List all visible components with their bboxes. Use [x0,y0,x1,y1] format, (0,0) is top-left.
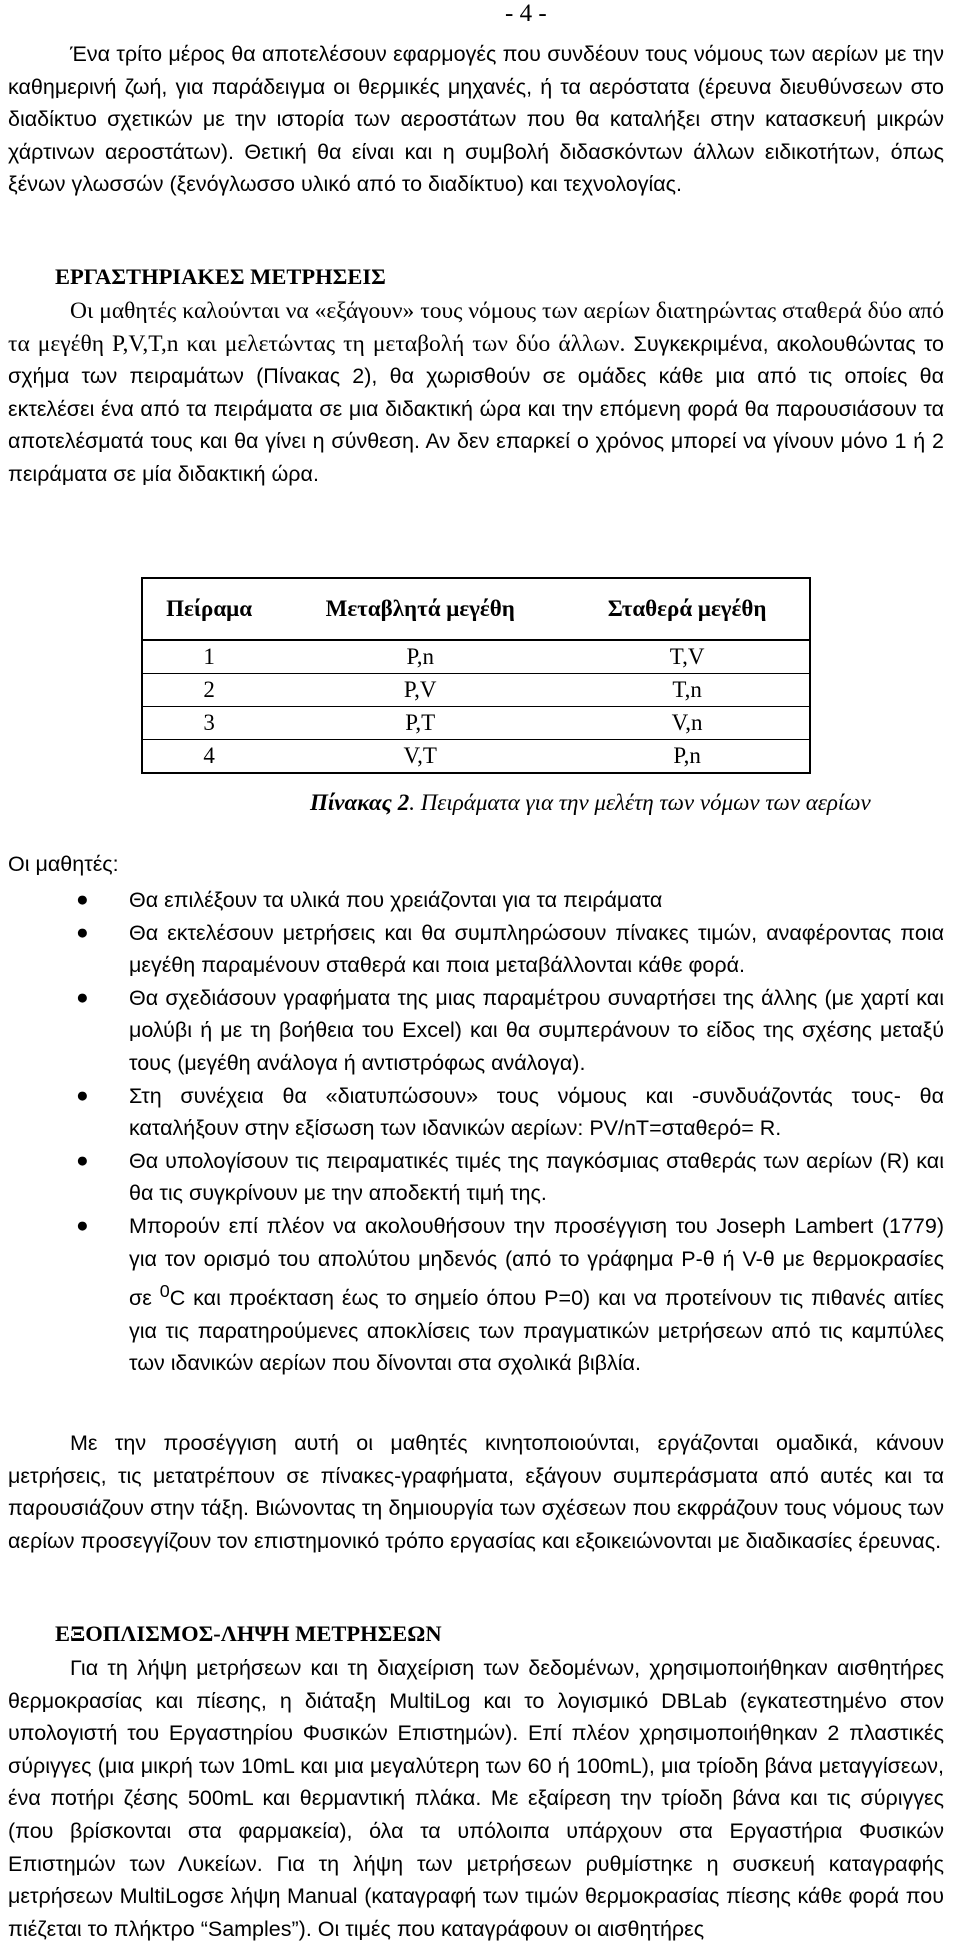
list-item: ● Μπορούν επί πλέον να ακολουθήσουν την προσέγγιση του Joseph Lambert (1779) για τον ορισμό του απολύτου μηδενός (από το γράφημα P-θ ή V-θ με θερμοκρασίες σε $^0$C και προέκταση έως το σημείο όπου P=0) και να προτείνουν τις πιθανές αιτίες για τις παρατηρούμενες αποκλίσεις των πραγματικών μετρήσεων από τις καμπύλες των ιδανικών αερίων που δίνονται στα σχολικά βιβλία. [0,1210,944,1380]
table-cell: V,T [275,740,565,774]
list-item: ● Στη συνέχεια θα «διατυπώσουν» τους νόμους και -συνδυάζοντάς τους- θα καταλήξουν στην εξίσωση των ιδανικών αερίων: PV/nT=σταθερό= R. [0,1080,944,1145]
list-item: ● Θα εκτελέσουν μετρήσεις και θα συμπληρώσουν πίνακες τιμών, αναφέροντας ποια μεγέθη παραμένουν σταθερά και ποια μεταβάλλονται κάθε φορά. [0,917,944,982]
students-bullet-list [0,884,944,1380]
bullet-icon: ● [76,1083,89,1107]
table-caption [310,790,871,816]
table-row [142,674,810,707]
superscript-zero: 0 [159,1281,170,1302]
list-item: ● Θα επιλέξουν τα υλικά που χρειάζονται για τα πειράματα [0,884,944,917]
lab-heading: ΕΡΓΑΣΤΗΡΙΑΚΕΣ ΜΕΤΡΗΣΕΙΣ [55,264,386,289]
table-caption-text: . Πειράματα για την μελέτη των νόμων των αερίων [409,790,871,815]
table-row [142,640,810,674]
table-row [142,707,810,740]
bullet-icon: ● [76,888,89,911]
list-item: ● Θα υπολογίσουν τις πειραματικές τιμές της παγκόσμιας σταθεράς των αερίων (R) και θα τις συγκρίνουν με την αποδεκτή τιμή της. [0,1145,944,1210]
lab-paragraph-rest: Συγκεκριμένα, ακολουθώντας το σχήμα των πειραμάτων (Πίνακας 2), θα χωρισθούν σε ομάδες κάθε μια από τις οποίες θα εκτελέσει ένα από τα πειράματα σε μια διδακτική ώρα και την επόμενη φορά θα παρουσιάσουν τα αποτελέσματά τους και θα γίνει η σύνθεση. Αν δεν επαρκεί ο χρόνος μπορεί να γίνουν μόνο 1 ή 2 πειράματα σε μία διδακτική ώρα. [8,331,945,486]
students-label: Οι μαθητές: [8,852,119,876]
intro-paragraph: Ένα τρίτο μέρος θα αποτελέσουν εφαρμογές που συνδέουν τους νόμους των αερίων με την καθημερινή ζωή, για παράδειγμα οι θερμικές μηχανές, ή τα αερόστατα (έρευνα διευθύνσεων στο διαδίκτυο σχετικών με την ιστορία των αεροστάτων που θα καταλήξει στην κατασκευή μικρών χάρτινων αεροστάτων). Θετική θα είναι και η συμβολή διδασκόντων άλλων ειδικοτήτων, όπως ξένων γλωσσών (ξενόγλωσσο υλικό από το διαδίκτυο) και τεχνολογίας. [8,42,944,197]
approach-paragraph: Με την προσέγγιση αυτή οι μαθητές κινητοποιούνται, εργάζονται ομαδικά, κάνουν μετρήσεις, τις μετατρέπουν σε πίνακες-γραφήματα, εξάγουν συμπεράσματα από αυτές και τα παρουσιάζουν στην τάξη. Βιώνοντας τη δημιουργία των σχέσεων που εκφράζουν τους νόμους των αερίων προσεγγίζουν τον επιστημονικό τρόπο εργασίας και εξοικειώνονται με διαδικασίες έρευνας. [8,1431,944,1553]
table-cell: P,n [275,640,565,674]
table-cell: 2 [142,674,275,707]
lab-paragraph-serif: Οι μαθητές καλούνται να «εξάγουν» τους νόμους των αερίων διατηρώντας σταθερά δύο από τα μεγέθη P,V,T,n και μελετώντας τη μεταβολή των δύο άλλων. [8,298,944,357]
bullet-icon: ● [76,920,89,944]
bullet-icon: ● [76,985,89,1009]
table-header-experiment: Πείραμα [142,578,275,640]
table-row [142,740,810,774]
equipment-heading: ΕΞΟΠΛΙΣΜΟΣ-ΛΗΨΗ ΜΕΤΡΗΣΕΩΝ [55,1621,442,1646]
equipment-paragraph: Για τη λήψη μετρήσεων και τη διαχείριση των δεδομένων, χρησιμοποιήθηκαν αισθητήρες θερμοκρασίας και πίεσης, η διάταξη MultiLog και το λογισμικό DBLab (εγκατεστημένο στον υπολογιστή του Εργαστηρίου Φυσικών Επιστημών). Επί πλέον χρησιμοποιήθηκαν 2 πλαστικές σύριγγες (μια μικρή των 10mL και μια μεγαλύτερη των 60 ή 100mL), μια τρίοδη βάνα μεταγγίσεων, ένα ποτήρι ζέσης 500mL και θερμαντική πλάκα. Με εξαίρεση την τρίοδη βάνα και τις σύριγγες (που βρίσκονται στα φαρμακεία), όλα τα υπόλοιπα υπάρχουν στα Εργαστήρια Φυσικών Επιστημών των Λυκείων. Για τη λήψη των μετρήσεων ρυθμίστηκε η συσκευή καταγραφής μετρήσεων MultiLogσε λήψη Manual (καταγραφή των τιμών θερμοκρασίας πίεσης κάθε φορά που πιέζεται το πλήκτρο “Samples”). Οι τιμές που καταγράφουν οι αισθητήρες [8,1656,944,1941]
bullet-icon: ● [76,1148,89,1172]
list-item: ● Θα σχεδιάσουν γραφήματα της μιας παραμέτρου συναρτήσει της άλλης (με χαρτί και μολύβι ή με τη βοήθεια του Excel) και θα συμπεράνουν το είδος της σχέσης μεταξύ τους (μεγέθη ανάλογα ή αντιστρόφως ανάλογα). [0,982,944,1080]
lab-paragraph [8,295,944,491]
page-number: - 4 - [505,0,547,27]
table-caption-label: Πίνακας 2 [310,790,410,815]
table-cell: P,T [275,707,565,740]
table-cell: T,V [565,640,810,674]
table-cell: P,n [565,740,810,774]
table-cell: 3 [142,707,275,740]
table-cell: 1 [142,640,275,674]
experiments-table [141,577,811,774]
table-cell: P,V [275,674,565,707]
table-cell: 4 [142,740,275,774]
table-header-constant: Σταθερά μεγέθη [565,578,810,640]
table-header-row [142,578,810,640]
table-cell: V,n [565,707,810,740]
table-header-variable: Μεταβλητά μεγέθη [275,578,565,640]
bullet-icon: ● [76,1213,89,1237]
table-cell: T,n [565,674,810,707]
